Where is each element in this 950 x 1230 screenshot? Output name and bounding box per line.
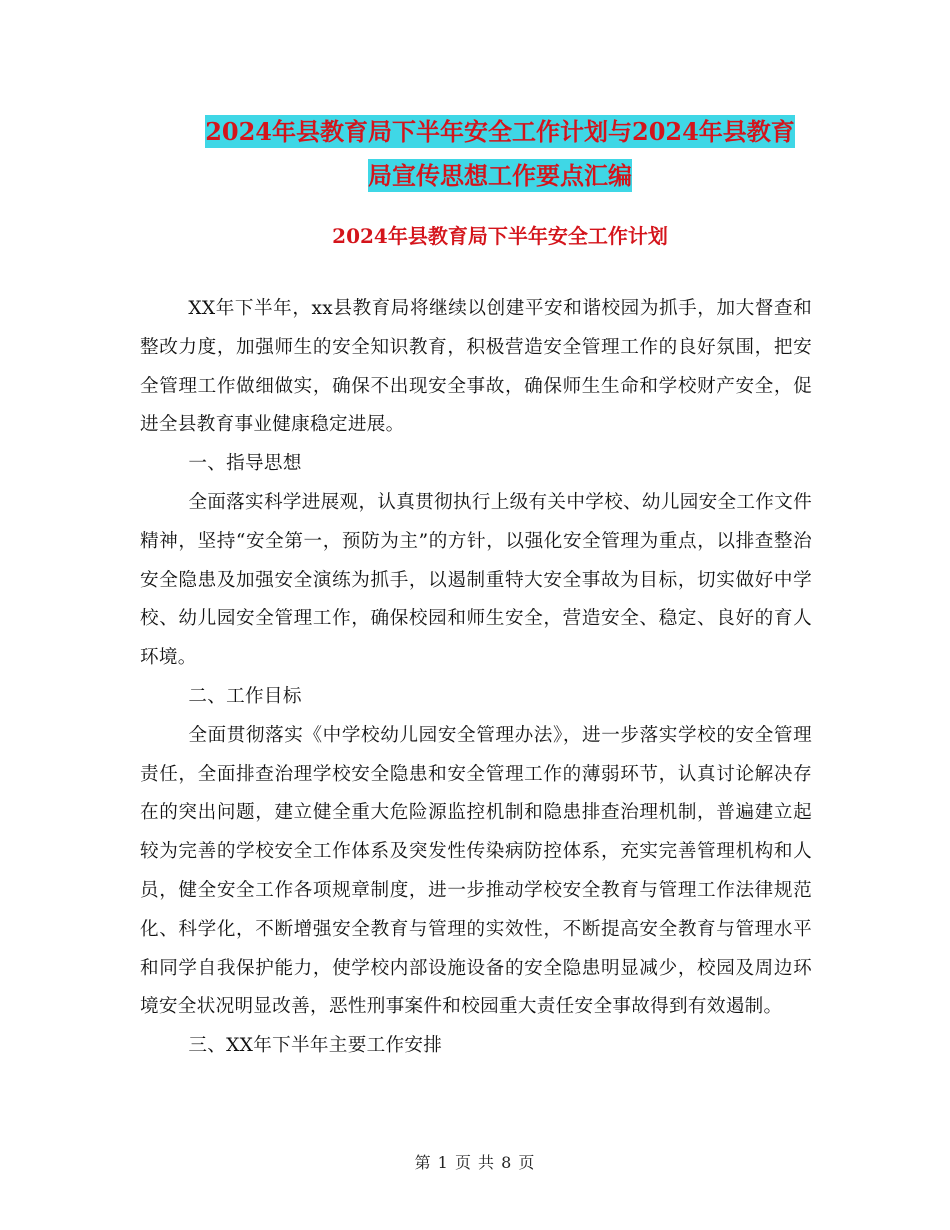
- heading-guiding-thought: 一、指导思想: [188, 453, 302, 475]
- paragraph-work-goals: 全面贯彻落实《中学校幼儿园安全管理办法》，进一步落实学校的安全管理责任，全面排查治理学校安全隐患和安全管理工作的薄弱环节，认真讨论解决存在的突出问题，建立健全重大危险源监控机制和隐患排查治理机制，普遍建立起较为完善的学校安全工作体系及突发性传染病防控体系，充实完善管理机构和人员，健全安全工作各项规章制度，进一步推动学校安全教育与管理工作法律规范化、科学化，不断增强安全教育与管理的实效性，不断提高安全教育与管理水平和同学自我保护能力，使学校内部设施设备的安全隐患明显减少，校园及周边环境安全状况明显改善，恶性刑事案件和校园重大责任安全事故得到有效遏制。: [140, 724, 812, 1018]
- paragraph-intro: XX年下半年，xx县教育局将继续以创建平安和谐校园为抓手，加大督查和整改力度，加强师生的安全知识教育，积极营造安全管理工作的良好氛围，把安全管理工作做细做实，确保不出现安全事故，确保师生生命和学校财产安全，促进全县教育事业健康稳定进展。: [140, 298, 812, 436]
- section-title: 2024年县教育局下半年安全工作计划: [332, 224, 668, 248]
- document-title: [140, 110, 860, 198]
- paragraph-guiding-thought: 全面落实科学进展观，认真贯彻执行上级有关中学校、幼儿园安全工作文件精神，坚持“安全第一，预防为主”的方针，以强化安全管理为重点，以排查整治安全隐患及加强安全演练为抓手，以遏制重特大安全事故为目标，切实做好中学校、幼儿园安全管理工作，确保校园和师生安全，营造安全、稳定、良好的育人环境。: [140, 491, 812, 669]
- document-title-line-1: 2024年县教育局下半年安全工作计划与2024年县教育: [205, 117, 795, 146]
- document-body: [140, 290, 812, 1066]
- page-footer: 第 1 页 共 8 页: [414, 1153, 536, 1172]
- document-title-line-2: 局宣传思想工作要点汇编: [368, 161, 632, 190]
- heading-work-goals: 二、工作目标: [188, 685, 302, 707]
- heading-work-arrangement: 三、XX年下半年主要工作安排: [188, 1035, 443, 1057]
